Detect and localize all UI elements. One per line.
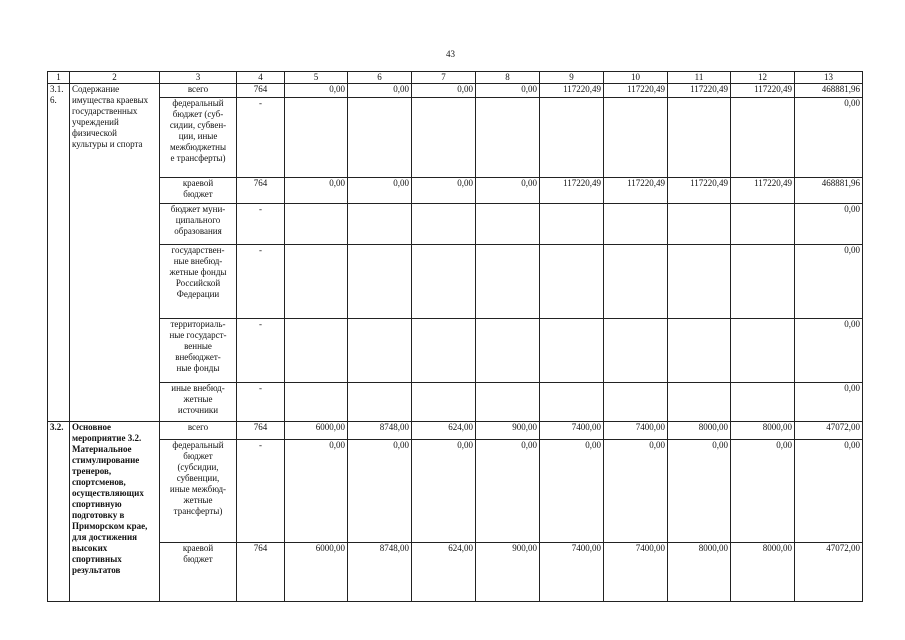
header-cell: 11 — [668, 72, 731, 84]
value-cell — [476, 319, 540, 383]
value-cell — [540, 204, 604, 245]
value-cell — [412, 383, 476, 422]
value-cell — [285, 245, 348, 319]
value-cell — [540, 319, 604, 383]
value-cell: 117220,49 — [731, 178, 795, 204]
value-cell — [476, 383, 540, 422]
value-cell: 117220,49 — [540, 178, 604, 204]
funding-source: территориаль- ные государст- венные внебюджет- ные фонды — [160, 319, 237, 383]
value-cell: 8000,00 — [731, 543, 795, 602]
value-cell — [668, 98, 731, 178]
value-cell: 7400,00 — [540, 422, 604, 440]
value-cell: 117220,49 — [668, 178, 731, 204]
funding-source: всего — [160, 422, 237, 440]
code-cell: - — [237, 440, 285, 543]
code-cell: - — [237, 98, 285, 178]
funding-source: бюджет муни- ципального образования — [160, 204, 237, 245]
value-cell: 0,00 — [348, 440, 412, 543]
table-row — [48, 98, 863, 178]
funding-source: краевой бюджет — [160, 178, 237, 204]
value-cell — [348, 204, 412, 245]
value-cell: 468881,96 — [795, 84, 863, 98]
funding-source: всего — [160, 84, 237, 98]
funding-source: иные внебюд- жетные источники — [160, 383, 237, 422]
value-cell: 0,00 — [285, 178, 348, 204]
page-number: 43 — [446, 49, 455, 59]
table-row — [48, 245, 863, 319]
header-cell: 2 — [70, 72, 160, 84]
value-cell — [731, 204, 795, 245]
funding-source: краевой бюджет — [160, 543, 237, 602]
value-cell: 624,00 — [412, 543, 476, 602]
value-cell — [668, 383, 731, 422]
value-cell — [604, 98, 668, 178]
table-row — [48, 422, 863, 440]
value-cell: 0,00 — [795, 245, 863, 319]
budget-table — [47, 71, 863, 602]
value-cell: 0,00 — [540, 440, 604, 543]
value-cell: 8748,00 — [348, 422, 412, 440]
value-cell: 0,00 — [795, 98, 863, 178]
value-cell — [412, 98, 476, 178]
value-cell: 47072,00 — [795, 543, 863, 602]
value-cell: 8000,00 — [731, 422, 795, 440]
value-cell — [412, 204, 476, 245]
value-cell: 7400,00 — [540, 543, 604, 602]
table-row — [48, 84, 863, 98]
header-cell: 6 — [348, 72, 412, 84]
value-cell — [604, 204, 668, 245]
header-cell: 10 — [604, 72, 668, 84]
header-cell: 1 — [48, 72, 70, 84]
table-row — [48, 383, 863, 422]
value-cell: 0,00 — [668, 440, 731, 543]
value-cell — [348, 383, 412, 422]
code-cell: - — [237, 383, 285, 422]
value-cell: 7400,00 — [604, 422, 668, 440]
code-cell: - — [237, 204, 285, 245]
value-cell — [348, 319, 412, 383]
value-cell — [540, 98, 604, 178]
value-cell: 900,00 — [476, 422, 540, 440]
value-cell — [604, 383, 668, 422]
value-cell — [285, 319, 348, 383]
value-cell: 624,00 — [412, 422, 476, 440]
value-cell: 6000,00 — [285, 422, 348, 440]
value-cell — [668, 319, 731, 383]
row-name: Содержание имущества краевых государственных учреждений физической культуры и спорта — [70, 84, 160, 422]
value-cell: 0,00 — [476, 440, 540, 543]
table-row — [48, 178, 863, 204]
value-cell — [731, 383, 795, 422]
table-row — [48, 204, 863, 245]
row-number: 3.1. 6. — [48, 84, 70, 422]
header-cell: 5 — [285, 72, 348, 84]
value-cell: 0,00 — [348, 178, 412, 204]
value-cell: 117220,49 — [731, 84, 795, 98]
table-row — [48, 543, 863, 602]
value-cell — [412, 319, 476, 383]
value-cell: 0,00 — [285, 84, 348, 98]
value-cell: 0,00 — [731, 440, 795, 543]
value-cell — [348, 98, 412, 178]
value-cell — [540, 245, 604, 319]
header-cell: 13 — [795, 72, 863, 84]
value-cell: 0,00 — [795, 383, 863, 422]
table-row — [48, 319, 863, 383]
value-cell — [476, 245, 540, 319]
row-number: 3.2. — [48, 422, 70, 602]
code-cell: 764 — [237, 422, 285, 440]
code-cell: 764 — [237, 178, 285, 204]
value-cell: 117220,49 — [604, 178, 668, 204]
value-cell: 117220,49 — [540, 84, 604, 98]
value-cell: 0,00 — [412, 178, 476, 204]
value-cell — [285, 98, 348, 178]
value-cell: 0,00 — [412, 84, 476, 98]
value-cell — [285, 204, 348, 245]
value-cell: 0,00 — [412, 440, 476, 543]
row-name: Основное мероприятие 3.2. Материальное стимулирование тренеров, спортсменов, осуществляющих спортивную подготовку в Приморском крае, для достижения высоких спортивных результатов — [70, 422, 160, 602]
value-cell: 0,00 — [795, 319, 863, 383]
header-cell: 7 — [412, 72, 476, 84]
funding-source: федеральный бюджет (субсидии, субвенции, иные межбюд- жетные трансферты) — [160, 440, 237, 543]
header-cell: 8 — [476, 72, 540, 84]
value-cell: 0,00 — [795, 440, 863, 543]
value-cell: 0,00 — [476, 178, 540, 204]
value-cell: 0,00 — [348, 84, 412, 98]
value-cell — [412, 245, 476, 319]
value-cell: 468881,96 — [795, 178, 863, 204]
value-cell: 8000,00 — [668, 422, 731, 440]
value-cell — [731, 98, 795, 178]
header-cell: 4 — [237, 72, 285, 84]
value-cell: 117220,49 — [604, 84, 668, 98]
value-cell: 900,00 — [476, 543, 540, 602]
header-cell: 12 — [731, 72, 795, 84]
table-row — [48, 440, 863, 543]
value-cell — [476, 204, 540, 245]
value-cell: 0,00 — [795, 204, 863, 245]
value-cell: 6000,00 — [285, 543, 348, 602]
value-cell: 0,00 — [476, 84, 540, 98]
value-cell — [540, 383, 604, 422]
value-cell — [476, 98, 540, 178]
value-cell: 117220,49 — [668, 84, 731, 98]
value-cell: 7400,00 — [604, 543, 668, 602]
value-cell — [668, 245, 731, 319]
value-cell — [285, 383, 348, 422]
value-cell — [348, 245, 412, 319]
value-cell — [668, 204, 731, 245]
header-cell: 3 — [160, 72, 237, 84]
value-cell — [731, 319, 795, 383]
header-row — [48, 72, 863, 84]
code-cell: - — [237, 245, 285, 319]
value-cell: 0,00 — [285, 440, 348, 543]
code-cell: 764 — [237, 543, 285, 602]
value-cell: 8748,00 — [348, 543, 412, 602]
value-cell — [604, 245, 668, 319]
value-cell — [731, 245, 795, 319]
value-cell: 47072,00 — [795, 422, 863, 440]
value-cell — [604, 319, 668, 383]
value-cell: 8000,00 — [668, 543, 731, 602]
code-cell: 764 — [237, 84, 285, 98]
funding-source: государствен- ные внебюд- жетные фонды Российской Федерации — [160, 245, 237, 319]
funding-source: федеральный бюджет (суб- сидии, субвен- ции, иные межбюджетны е трансферты) — [160, 98, 237, 178]
value-cell: 0,00 — [604, 440, 668, 543]
header-cell: 9 — [540, 72, 604, 84]
code-cell: - — [237, 319, 285, 383]
